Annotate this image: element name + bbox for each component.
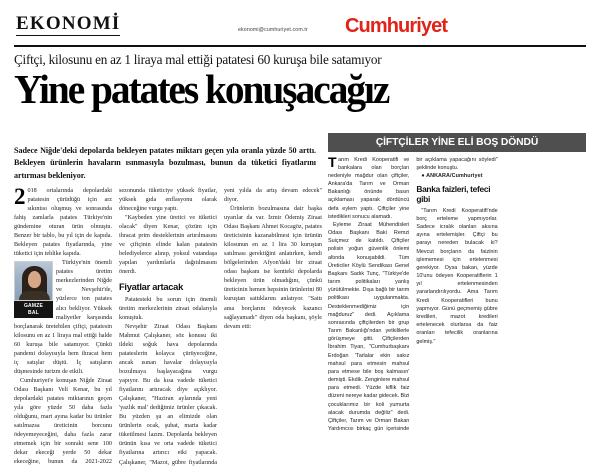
author-last-name: BAL	[28, 309, 39, 316]
sidebar-paragraph	[328, 153, 410, 221]
masthead-divider	[14, 45, 586, 47]
article-dropcap: 2	[14, 183, 26, 209]
avatar-shoulders	[19, 291, 50, 300]
sidebar-article	[328, 133, 586, 455]
sidebar-columns	[328, 153, 586, 449]
article-paragraph	[14, 183, 112, 259]
article-columns	[14, 183, 322, 473]
sidebar-subheading-rates: Banka faizleri, tefeci gibi	[416, 183, 491, 204]
avatar	[14, 261, 53, 301]
article-paragraph: Nevşehir Ziraat Odası Başkanı Mahmut Çalışkaner, söz konusu iki ildeki soğuk hava depolarında patateslerin kolayca çürüyeceğine, ancak ısınan havalar dolayısıyla bozulmaya başlayacağına vurgu yapıyor. Bu da kısa vadede tüketici fiyatlarını artıracak diye açıklıyor. Çalışkaner, "Haziran aylarında yeni 'yazlık mal' dediğimiz ürünler çıkacak. Bu yüzden şu an elimizde olan ürünlerin ocak, şubat, marta kadar tüketilmesi lazım. Depolarda bekleyen ürünün kısa ve orta vadede tüketici fiyatlarına artırıcı etki yapacak. Çalışkaner, "Mazot, gübre fiyatlarında yeni yılda da artış devam edecek" diyor.	[119, 187, 322, 466]
content-area	[0, 133, 600, 466]
article-paragraph: Patatesteki bu sorun için önemli üretim merkezlerinin ziraat odalarıyla konuştuk.	[119, 296, 217, 321]
headline-kicker: Çiftçi, kilosunu en az 1 liraya mal ettiği patatesi 60 kuruşa bile satamıyor	[14, 52, 382, 67]
sidebar-attribution: ● ANKARA/Cumhuriyet	[421, 172, 483, 179]
author-name-caption	[14, 301, 53, 318]
section-title: EKONOMİ	[16, 13, 121, 34]
main-article	[14, 133, 322, 466]
article-subheading-prices: Fiyatlar artacak	[119, 281, 183, 293]
author-photo	[14, 261, 53, 318]
article-paragraph-text: 018 ortalarında depolardaki patatesin çürüdüğü için arz sıkıntısı oluşmuş ve sonrasında fahiş zamlarla patates Türkiye'nin gündemine oturan ürün olmuştu. Benzer bir tablo, bu yıl için de kapıda. Bekleyen patates fiyatlarında, yine tüketici için tehlike kapıda.	[14, 187, 112, 258]
brand-logo: Cumhuriyet	[345, 15, 448, 37]
sidebar-paragraph: Eyleme Ziraat Mühendisleri Odası Başkanı Baki Remzi Suiçmez de katıldı. Çiftçiler polisin yoğun güvenlik önlemi altında konuşabildi. Tüm Üreticiler Köylü Sendikası Genel Başkanı Sadık Tunç, "Türkiye'de tarım politikaları yanlış yürütülmekte. Dışa bağlı bir tarım politikası uygulanmakta. Desteklenmediğimiz için mağduruz" dedi. Açıklama sonrasında çiftçilerden bir grup Tarım Bakanlığı'ndan yetkililerle görüşmeye gitti. Çiftçilerden İbrahim Tiyan, "Cumhurbaşkanı Erdoğan 'Tarlalar ekin sakız mahsul para etmesin mahsul para etmese bile boş kalmasın' demişti. Ekdik. Zenginlere mahsul para etmedi. Yüzde kiflik faiz düzeni nereye kadar gidecek. Bizi çocuklarımız bir koli yumurta alacak durumda değiliz" dedi. Çiftçiler, Tarım ve Orman Bakan Yardımcısı birkaç gün içerisinde bir açıklama yapacağını söyledi" şeklinde konuştu.	[328, 156, 498, 433]
article-paragraph: Türkiye'nin önemli patates üretim merkezlerinden Niğde ve Nevşehir'de, yüzlerce ton patates alıcı bekliyor. Yüksek maliyetler karşısında borçlanarak üretebilen çiftçi, patatesin kilosunu en az 1 liraya mal ettiği halde 60 kuruşa bile satamıyor. Çünkü pandemi dolayısıyla hem ihracat hem iç satışlar düştü. İç satışların düşmesinde turizm de etkili.	[14, 260, 112, 375]
avatar-face	[28, 271, 41, 288]
sidebar-dropcap: T	[328, 153, 337, 170]
article-paragraph: Cumhuriyet'e konuşan Niğde Ziraat Odası Başkanı Veli Kenar, bu yıl depolardaki patates miktarının geçen yıla göre yüzde 50 daha fazla olduğunu, mart ayına kadar bu ürünler satılmazsa üreticinin borcunu ödeyemeyeceğini, daha fazla zarar etmemek için bir sonraki sene 100 dekar ekeceği yerde 50 dekar ekeceğine, bunun da 2021-2022 sezonunda tüketiciye yüksek fiyatlar, yüksek gıda enflasyonu olarak döneceğine vurgu yaptı.	[14, 187, 217, 466]
article-lede: Sadece Niğde'deki depolarda bekleyen patates miktarı geçen yıla oranla yüzde 50 arttı. Bekleyen ürünlerin havaların ısınmasıyla bozulması, bunun da tüketici fiyatlarını artırması bekleniyor.	[14, 146, 316, 180]
sidebar-banner-title: ÇİFTÇİLER YİNE ELİ BOŞ DÖNDÜ	[328, 133, 586, 152]
masthead	[0, 0, 600, 46]
article-paragraph: "Kaybeden yine üretici ve tüketici olacak" diyen Kenar, çözüm için ihracat prim desteklerinin artırılmasını ve çiftçinin elinde kalan patatesin belediyelerce alınıp, yoksul vatandaşa yapılan yardımlarla dağıtılmasını önerdi.	[119, 215, 217, 276]
sidebar-paragraph: "Tarım Kredi Kooperatifi'nde borç erteleme yapmıyorlar. Sadece icralık olanları aksına ayına ertelemişler. Çiftçi bu parayı nereden bulacak ki? Mevcut borçların da faizinin işlememesi için ertelenmesi gerekiyor. Oysa bakan, yüzde 10'unu ödeyen Kooperatiflerin 1 yıl ertelenmesinden yararlandırılıyordu. Ama Tarım Kredi Kooperatifleri bunu yapmıyor. Günü geçmemiş gübre kredileri, mazot kredileri ertelenecek olurlarsa da faiz oranları tefecilik oranlarına gelmiş."	[416, 207, 498, 345]
sidebar-paragraph-text: arım Kredi Kooperatifi ve bankalara olan borçları nedeniyle mağdur olan çiftçiler, Ankara'da Tarım ve Orman Bakanlığı önünde basın açıklaması yaparak dördüncü defa eylem yaptı. Çiftçiler yine istedikleri sonucu alamadı.	[328, 156, 410, 220]
author-first-name: GAMZE	[23, 303, 44, 310]
article-paragraph: Ürünlerin bozulmasına dair başka uyarılar da var. İzmir Ödemiş Ziraat Odası Başkanı Ahmet Kocagöz, patates üreticisinin kazanabilmesi için ürünün kilosunun en az 1 lira 30 kuruştan satılması gerektiğini anlatırken, kendi bölgelerinden Afyon'daki bir ziraat odası başkanı ise kentteki depolarda bekleyen ürün olmadığını, çünkü üreticinin hemen hepsinin ürünlerini 80 kuruştan sattıklarını anlatıyor. "Sattı ama borçlarını ödeyecek kazancı sağlayamadı" diyen oda başkanı, şöyle devam etti:	[224, 205, 322, 330]
section-email: ekonomi@cumhuriyet.com.tr	[238, 27, 308, 33]
page-title: Yine patates konuşacağız	[14, 65, 389, 112]
